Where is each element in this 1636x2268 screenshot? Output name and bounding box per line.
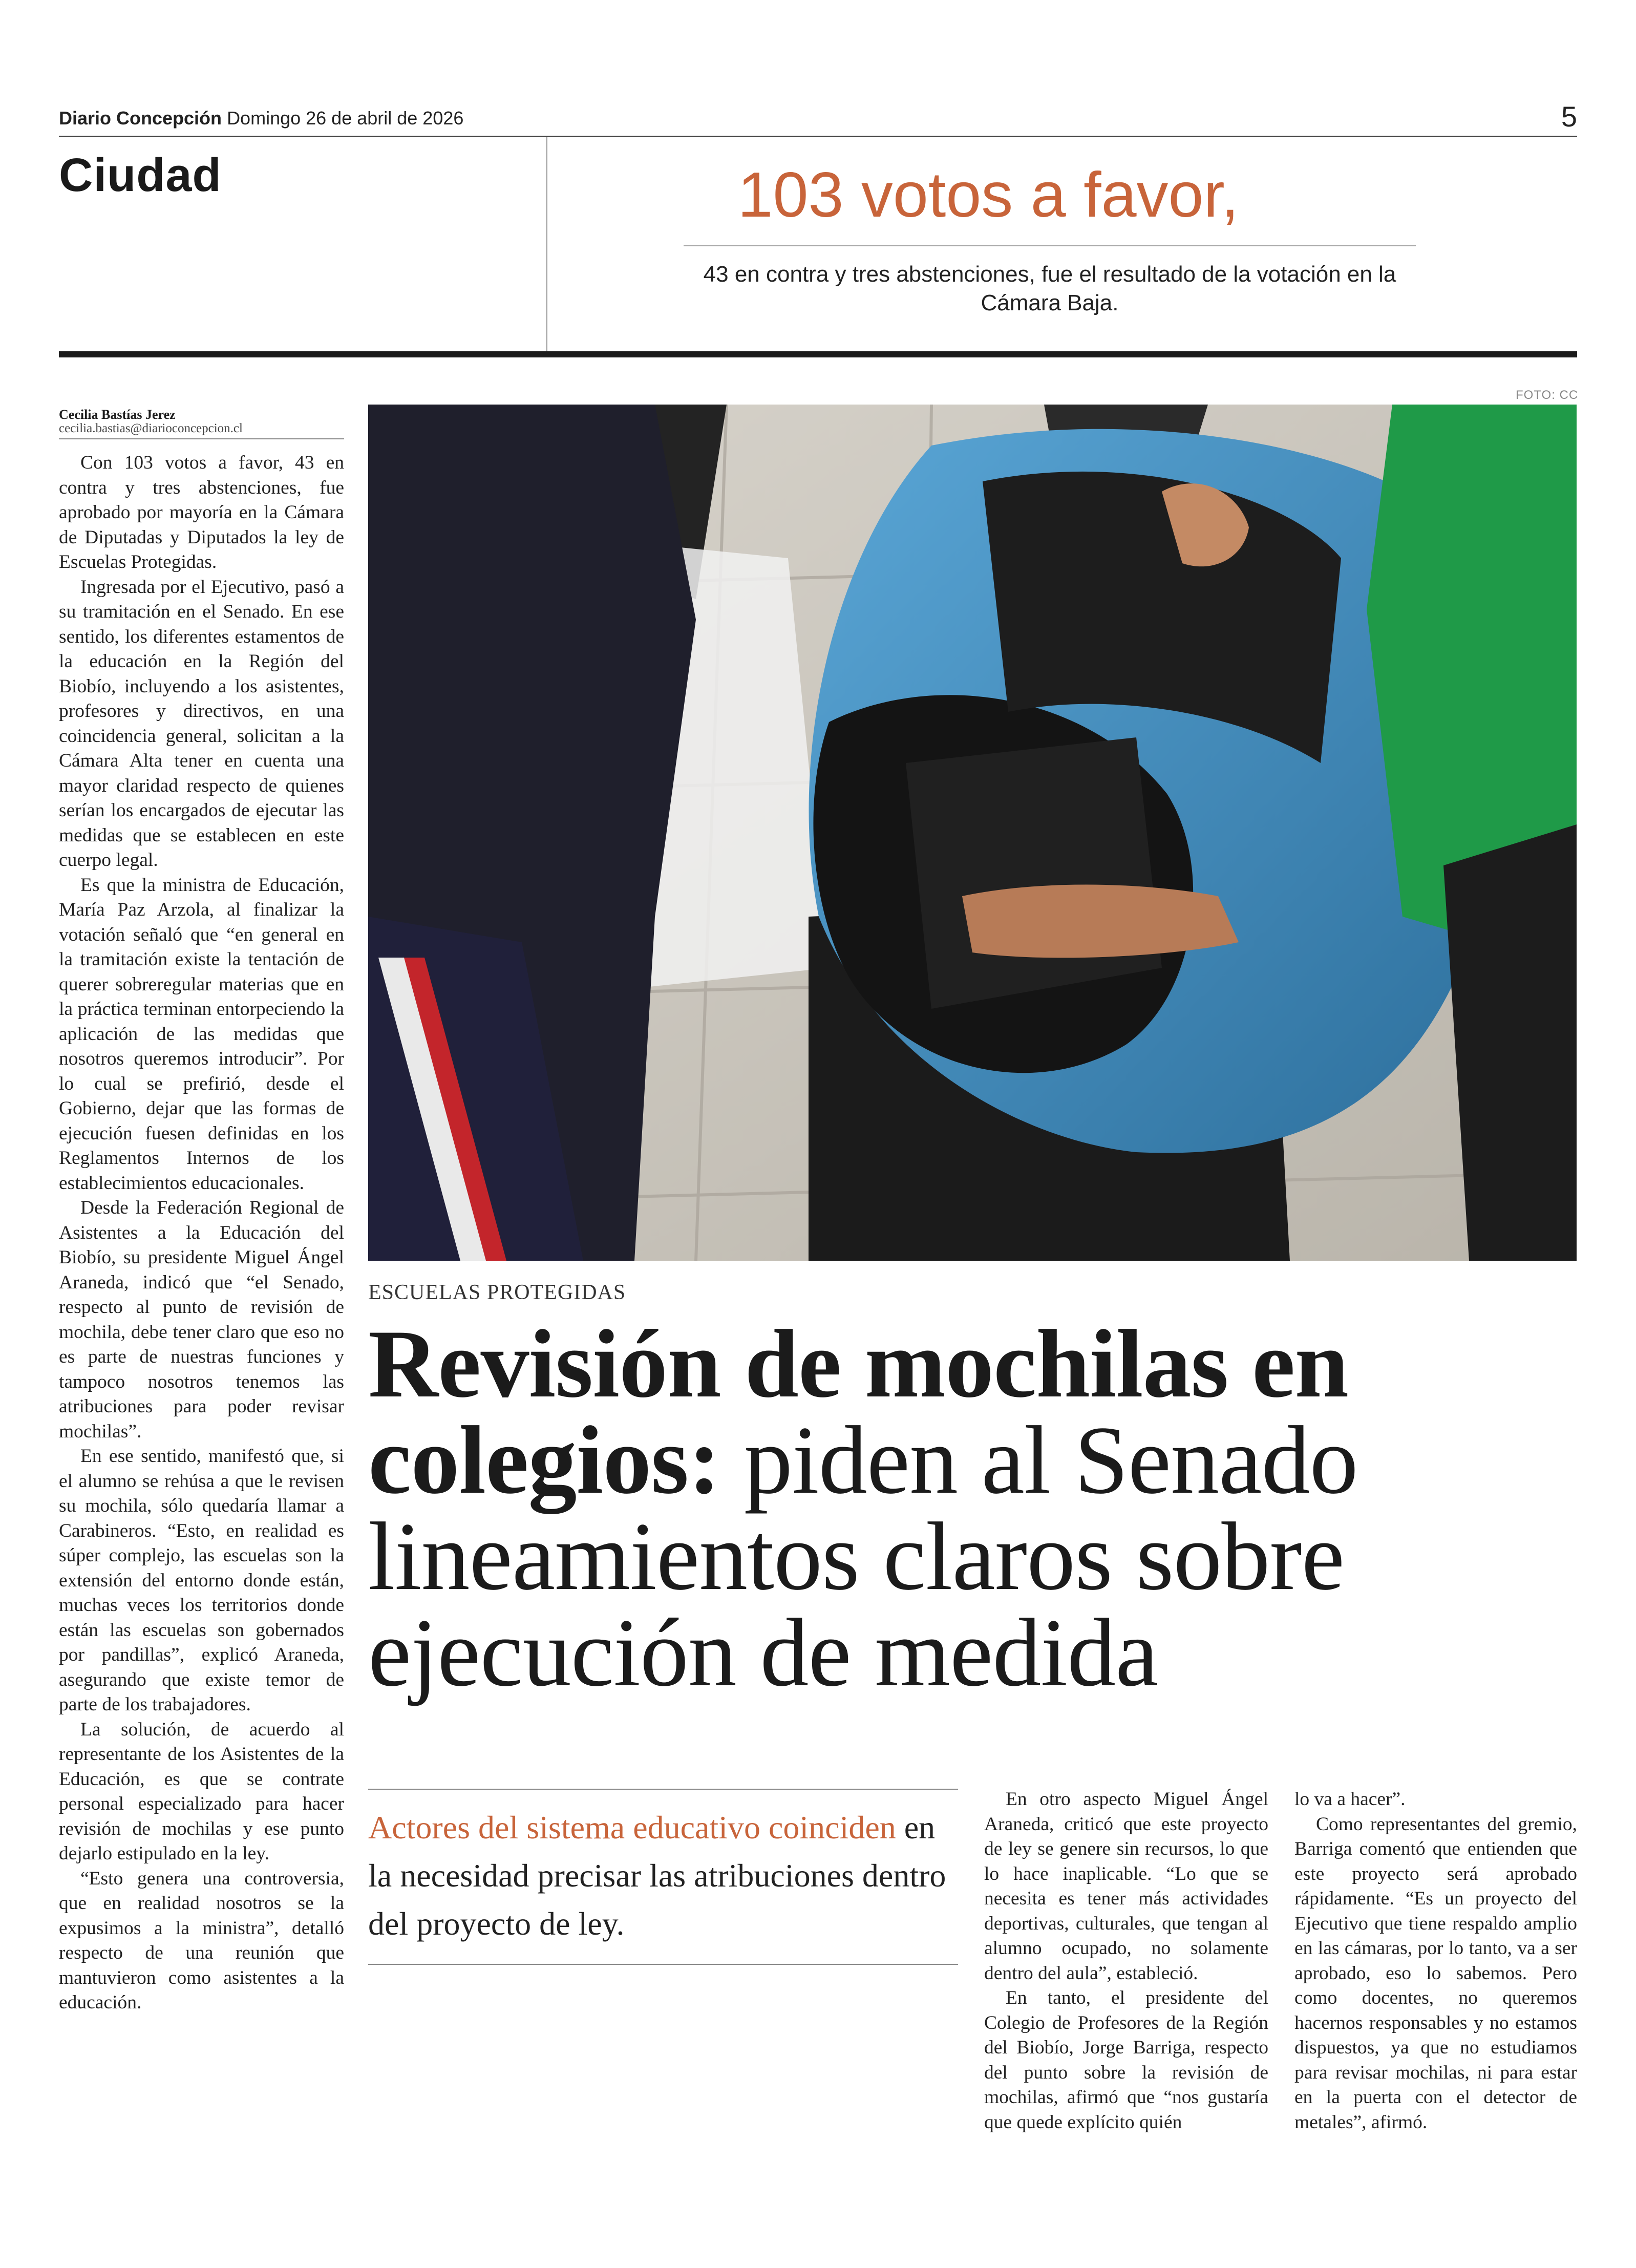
- lead-rule-top: [368, 1789, 958, 1790]
- headline-rest: piden al Senado lineamientos claros sobre ejecución de medida: [368, 1407, 1358, 1707]
- paragraph: En otro aspecto Miguel Ángel Araneda, criticó que este proyecto de ley se genere sin recursos, lo que lo hace inaplicable. “Lo que se necesita es tener más actividades deportivas, culturales, que tengan al alumno ocupado, no solamente dentro del aula”, estableció.: [984, 1789, 1268, 1984]
- article-column-middle: [984, 1787, 1268, 2135]
- lead-rule-bottom: [368, 1964, 958, 1965]
- header-rule: [59, 136, 1577, 137]
- paragraph: Es que la ministra de Educación, María Paz Arzola, al finalizar la votación señaló que “en general en la tramitación existe la tentación de querer sobreregular materias que en la práctica terminan entorpeciendo la aplicación de las medidas que nosotros queremos introducir”. Por lo cual se prefirió, desde el Gobierno, dejar que las formas de ejecución fuesen definidas en los Reglamentos Internos de los establecimientos educacionales.: [59, 874, 344, 1194]
- backpack-inspection-illustration: [368, 405, 1577, 1261]
- paragraph: Ingresada por el Ejecutivo, pasó a su tramitación en el Senado. En ese sentido, los diferentes estamentos de la educación en la Región del Biobío, incluyendo a los asistentes, profesores y directivos, en una coincidencia general, solicitan a la Cámara Alta tener en cuenta una mayor claridad respecto de quienes serían los encargados de ejecutar las medidas que se establecen en este cuerpo legal.: [59, 576, 344, 871]
- paragraph: La solución, de acuerdo al representante de los Asistentes de la Educación, es que se contrate personal especializado para hacer revisión de mochilas y ese punto dejarlo estipulado en la ley.: [59, 1719, 344, 1864]
- lead-accent: Actores del sistema educativo coinciden: [368, 1809, 896, 1846]
- paper-name: Diario Concepción: [59, 108, 222, 129]
- headline-bold: Revisión de mochilas en colegios:: [368, 1310, 1349, 1514]
- article-column-left: [59, 451, 344, 2016]
- article-photo: [368, 405, 1577, 1261]
- lead-text: en la necesidad precisar las atribuciones dentro del proyecto de ley.: [368, 1809, 946, 1942]
- byline-name: Cecilia Bastías Jerez: [59, 407, 176, 422]
- paragraph-continuation: lo va a hacer”.: [1294, 1789, 1406, 1810]
- paragraph: “Esto genera una controversia, que en realidad nosotros se la expusimos a la ministra”, detalló respecto de una reunión que mantuvieron como asistentes a la educación.: [59, 1868, 344, 2013]
- paragraph: Con 103 votos a favor, 43 en contra y tres abstenciones, fue aprobado por mayoría en la Cámara de Diputadas y Diputados la ley de Escuelas Protegidas.: [59, 452, 344, 573]
- photo-credit: FOTO: CC: [1516, 388, 1579, 402]
- byline-rule: [59, 438, 344, 439]
- header-bottom-rule: [59, 351, 1577, 357]
- kicker-rule: [684, 245, 1416, 246]
- issue-date: Domingo 26 de abril de 2026: [227, 108, 464, 129]
- masthead: [59, 108, 463, 129]
- paragraph: Desde la Federación Regional de Asistentes a la Educación del Biobío, su presidente Miguel Ángel Araneda, indicó que “el Senado, respecto al punto de revisión de mochila, debe tener claro que eso no es parte de nuestras funciones y tampoco nosotros tenemos las atribuciones para poder revisar mochilas”.: [59, 1197, 344, 1442]
- article-column-right: [1294, 1787, 1577, 2135]
- paragraph: En ese sentido, manifestó que, si el alumno se rehúsa a que le revisen su mochila, sólo quedaría llamar a Carabineros. “Esto, en realidad es súper complejo, las escuelas son la extensión del entorno donde están, muchas veces los territorios donde están las escuelas son gobernados por pandillas”, explicó Araneda, asegurando que existe temor de parte de los trabajadores.: [59, 1446, 344, 1715]
- section-title: Ciudad: [59, 149, 222, 201]
- paragraph: Como representantes del gremio, Barriga comentó que entienden que este proyecto será aprobado rápidamente. “Es un proyecto del Ejecutivo que tiene respaldo amplio en las cámaras, por lo tanto, va a ser aprobado, eso lo sabemos. Pero como docentes, no queremos hacernos responsables y no estamos dispuestos, ya que no estudiamos para revisar mochilas, ni para estar en la puerta con el detector de metales”, afirmó.: [1294, 1813, 1577, 2133]
- section-label: ESCUELAS PROTEGIDAS: [368, 1281, 626, 1304]
- kicker-figure: 103 votos a favor,: [737, 160, 1239, 230]
- byline-email: cecilia.bastias@diarioconcepcion.cl: [59, 421, 243, 435]
- headline: [368, 1310, 1577, 1707]
- paragraph: En tanto, el presidente del Colegio de Profesores de la Región del Biobío, Jorge Barriga, respecto del punto sobre la revisión de mochilas, afirmó que “nos gustaría que quede explícito quién: [984, 1987, 1268, 2133]
- page-number: 5: [1561, 100, 1577, 133]
- kicker-text: 43 en contra y tres abstenciones, fue el resultado de la votación en la Cámara Baja.: [703, 262, 1396, 315]
- lead-summary: [368, 1804, 958, 1948]
- header-divider: [546, 137, 547, 351]
